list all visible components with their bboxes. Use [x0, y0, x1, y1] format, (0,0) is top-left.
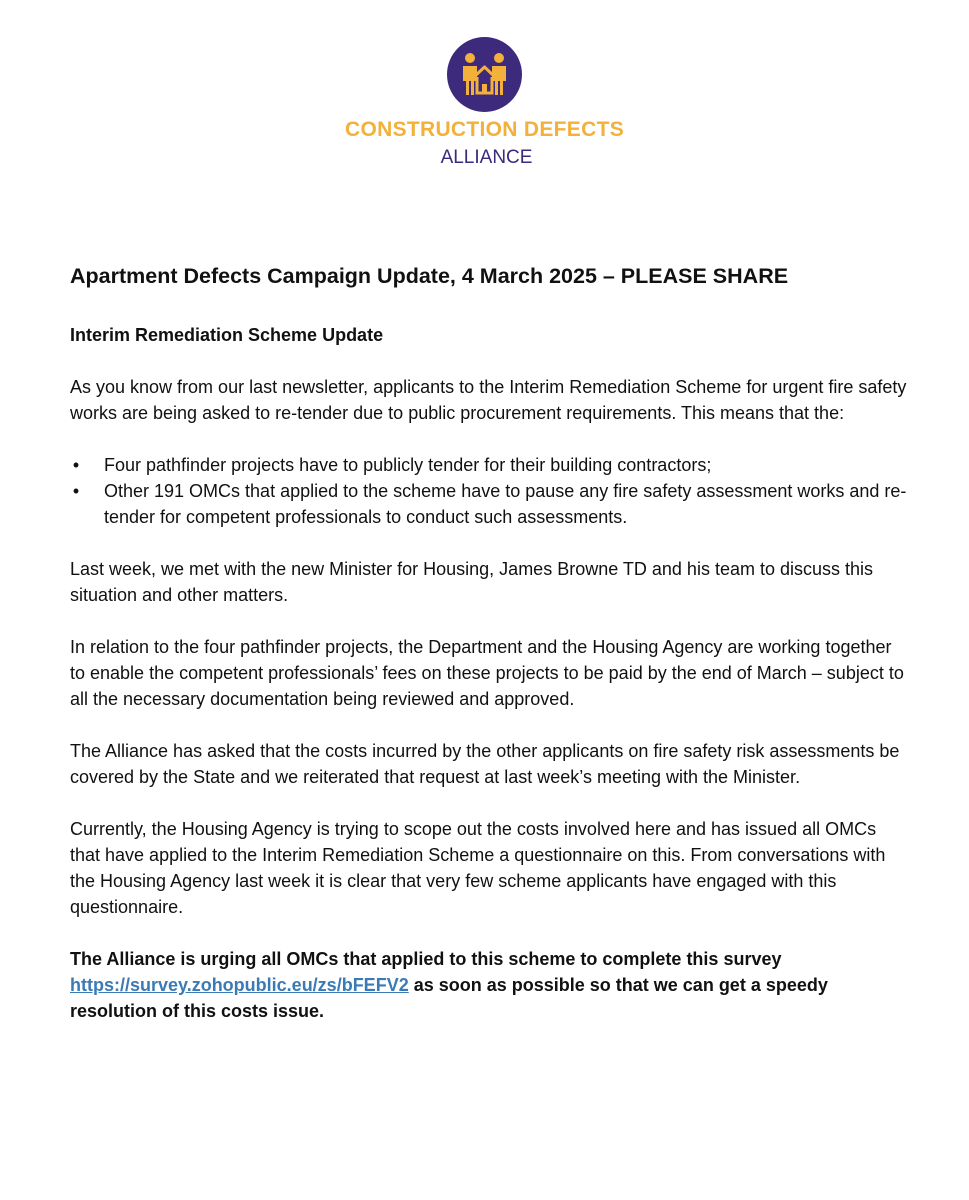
call-to-action [70, 946, 910, 1024]
list-item [70, 452, 910, 478]
paragraph-minister-meeting: Last week, we met with the new Minister for Housing, James Browne TD and his team to discuss this situation and other matters. [70, 559, 874, 605]
bullet-icon: • [72, 455, 80, 475]
logo-subtitle: ALLIANCE [440, 147, 533, 168]
survey-link[interactable]: https://survey.zohopublic.eu/zs/bFEFV2 [70, 975, 409, 995]
two-people-house-icon [447, 37, 522, 112]
cta-text-before: The Alliance is urging all OMCs that applied to this scheme to complete this survey [70, 949, 782, 969]
list-item-text: Other 191 OMCs that applied to the scheme have to pause any fire safety assessment works and re-tender for competent professionals to conduct such assessments. [104, 481, 907, 527]
document-title: Apartment Defects Campaign Update, 4 March 2025 – PLEASE SHARE [70, 264, 789, 288]
bullet-list [70, 452, 910, 530]
paragraph-questionnaire: Currently, the Housing Agency is trying to scope out the costs involved here and has issued all OMCs that have applied to the Interim Remediation Scheme a questionnaire on this. From conversations with the Housing Agency last week it is clear that very few scheme applicants have engaged with this questionnaire. [70, 819, 886, 917]
cta-text-after: as soon as possible so that we can get a speedy resolution of this costs issue. [70, 975, 828, 1021]
list-item [70, 478, 910, 530]
bullet-icon: • [72, 481, 80, 501]
document-body [70, 262, 910, 1024]
section-heading: Interim Remediation Scheme Update [70, 325, 384, 345]
paragraph-pathfinder-projects: In relation to the four pathfinder projects, the Department and the Housing Agency are working together to enable the competent professionals’ fees on these projects to be paid by the end of March – subject to all the necessary documentation being reviewed and approved. [70, 637, 904, 709]
list-item-text: Four pathfinder projects have to publicly tender for their building contractors; [104, 455, 712, 475]
logo-title: CONSTRUCTION DEFECTS [345, 118, 624, 141]
paragraph-costs-request: The Alliance has asked that the costs incurred by the other applicants on fire safety risk assessments be covered by the State and we reiterated that request at last week’s meeting with the Minister. [70, 741, 900, 787]
intro-paragraph: As you know from our last newsletter, applicants to the Interim Remediation Scheme for urgent fire safety works are being asked to re-tender due to public procurement requirements. This means that the: [70, 377, 907, 423]
